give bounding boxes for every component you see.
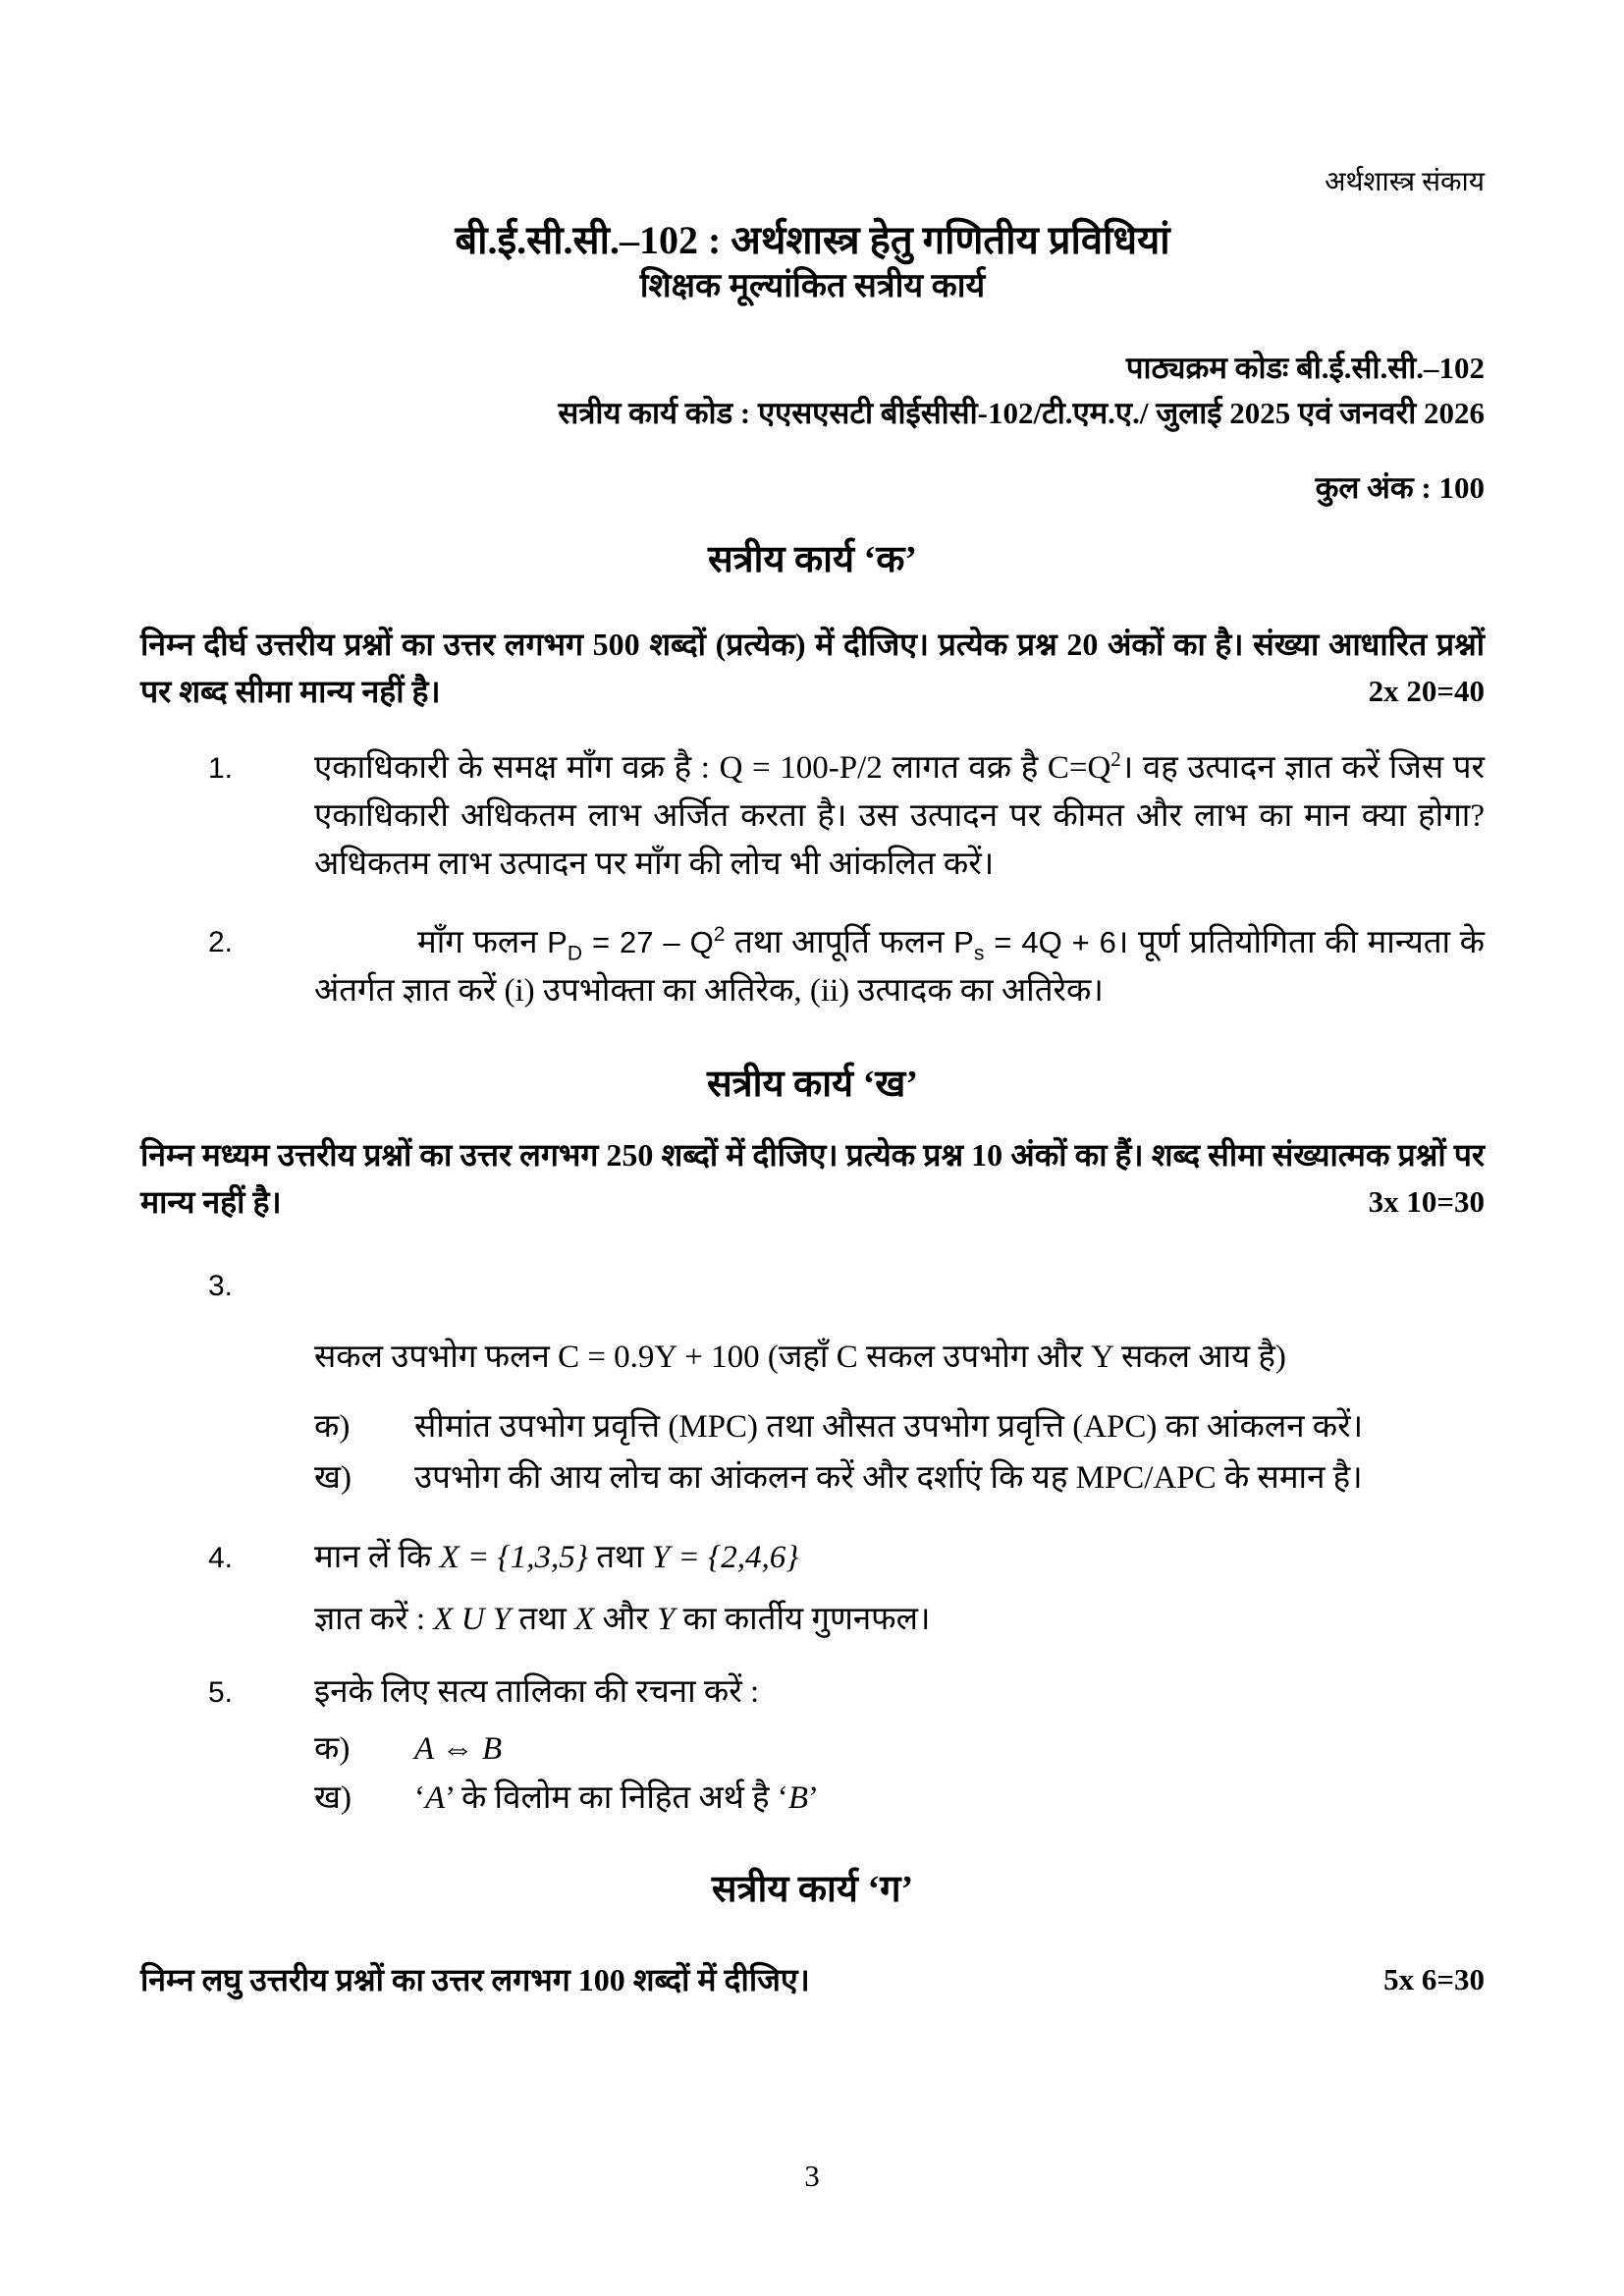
quote-mark: ‘ bbox=[414, 1780, 425, 1816]
question-4-text-line2 bbox=[314, 1596, 1485, 1643]
math-expression: C=Q bbox=[1047, 750, 1111, 786]
question-3-subitem-a bbox=[314, 1404, 1485, 1449]
question-text-segment: । वह उत्पादन ज्ञात करें जिस पर एकाधिकारी अधिकतम लाभ अर्जित करता है। उस उत्पादन पर कीमत और लाभ का मान क्या होगा? अधिकतम लाभ उत्पादन पर माँग की लोच भी आंकलित करें। bbox=[314, 750, 1485, 882]
question-text-segment: (जहाँ C सकल उपभोग और Y सकल आय है) bbox=[759, 1339, 1286, 1375]
question-text-segment: का कार्तीय गुणनफल। bbox=[675, 1602, 931, 1637]
subitem-text: उपभोग की आय लोच का आंकलन करें और दर्शाएं कि यह MPC/APC के समान है। bbox=[414, 1460, 1363, 1496]
math-expression: Y bbox=[657, 1602, 676, 1637]
course-code-line: पाठ्यक्रम कोडः बी.ई.सी.सी.–102 bbox=[1125, 351, 1485, 385]
section-a-marks: 2x 20=40 bbox=[1368, 674, 1485, 708]
question-text-segment: लागत वक्र है bbox=[882, 750, 1048, 786]
instruction-text: निम्न लघु उत्तरीय प्रश्नों का उत्तर लगभग 100 शब्दों में दीजिए। bbox=[140, 1962, 810, 1997]
math-superscript: 2 bbox=[713, 923, 726, 946]
question-5-subitem-b bbox=[314, 1776, 1485, 1821]
math-expression: P bbox=[547, 925, 568, 959]
question-text-segment: ’ के विलोम का निहित अर्थ है ‘ bbox=[445, 1780, 788, 1816]
question-text-segment: । पूर्ण प्रतियोगिता की मान्यता के अंतर्गत ज्ञात करें (i) उपभोक्ता का अतिरेक, (ii) उत्पादक का अतिरेक। bbox=[314, 925, 1485, 1009]
question-1-number: 1. bbox=[208, 752, 234, 785]
question-2-number: 2. bbox=[208, 926, 234, 958]
subitem-label: क) bbox=[314, 1409, 351, 1445]
subitem-label: ख) bbox=[314, 1460, 352, 1496]
total-marks-line: कुल अंक : 100 bbox=[1315, 470, 1485, 505]
instruction-text: निम्न दीर्घ उत्तरीय प्रश्नों का उत्तर लगभग 500 शब्दों (प्रत्येक) में दीजिए। प्रत्येक प्रश्न 20 अंकों का है। संख्या आधारित प्रश्नों पर शब्द सीमा मान्य नहीं है। bbox=[140, 627, 1485, 709]
faculty-label: अर्थशास्त्र संकाय bbox=[1325, 167, 1485, 197]
section-b-instruction bbox=[140, 1131, 1485, 1226]
section-c-instruction bbox=[140, 1956, 1485, 2003]
subitem-text bbox=[414, 1776, 1485, 1821]
instruction-text: निम्न मध्यम उत्तरीय प्रश्नों का उत्तर लगभग 250 शब्दों में दीजिए। प्रत्येक प्रश्न 10 अंकों का हैं। शब्द सीमा संख्यात्मक प्रश्नों पर मान्य नहीं है। bbox=[140, 1137, 1485, 1220]
math-expression: A ⇔ B bbox=[414, 1731, 503, 1767]
math-expression: X bbox=[574, 1602, 595, 1637]
course-title: बी.ई.सी.सी.–102 : अर्थशास्त्र हेतु गणितीय प्रविधियां bbox=[455, 218, 1170, 262]
question-4-number: 4. bbox=[208, 1542, 234, 1574]
question-text-segment: तथा bbox=[511, 1602, 575, 1637]
question-5-number: 5. bbox=[208, 1676, 234, 1709]
section-b-heading: सत्रीय कार्य ‘ख’ bbox=[706, 1064, 918, 1105]
question-text-segment: ज्ञात करें : bbox=[314, 1602, 434, 1637]
section-a-heading: सत्रीय कार्य ‘क’ bbox=[707, 539, 918, 580]
section-c-heading: सत्रीय कार्य ‘ग’ bbox=[711, 1869, 914, 1910]
question-2-text bbox=[314, 918, 1485, 1015]
assignment-code-line: सत्रीय कार्य कोड : एएसएसटी बीईसीसी-102/टी.एम.ए./ जुलाई 2025 एवं जनवरी 2026 bbox=[558, 396, 1485, 430]
question-4-text bbox=[314, 1534, 1485, 1582]
page-content bbox=[0, 165, 1624, 2003]
math-superscript: 2 bbox=[1110, 747, 1121, 771]
quote-mark: ’ bbox=[807, 1780, 819, 1816]
math-expression: C = 0.9Y + 100 bbox=[558, 1339, 760, 1375]
section-c-marks: 5x 6=30 bbox=[1383, 1962, 1485, 1996]
question-text-segment: तथा bbox=[587, 1540, 652, 1575]
assignment-subtitle: शिक्षक मूल्यांकित सत्रीय कार्य bbox=[639, 268, 986, 304]
question-4 bbox=[140, 1534, 1485, 1582]
subitem-label: क) bbox=[314, 1731, 351, 1767]
question-2 bbox=[140, 918, 1485, 1015]
question-3-subitem-b bbox=[314, 1455, 1485, 1501]
section-b-marks: 3x 10=30 bbox=[1368, 1184, 1485, 1219]
math-expression: = 27 – Q bbox=[582, 925, 714, 959]
question-3-text bbox=[314, 1334, 1485, 1381]
question-5-text: इनके लिए सत्य तालिका की रचना करें : bbox=[314, 1674, 760, 1710]
subitem-text bbox=[414, 1726, 1485, 1772]
question-text-segment: तथा आपूर्ति फलन bbox=[725, 925, 954, 960]
page-number: 3 bbox=[804, 2159, 820, 2193]
section-a-instruction bbox=[140, 621, 1485, 715]
question-5 bbox=[140, 1668, 1485, 1717]
math-expression: A bbox=[425, 1780, 446, 1816]
math-expression: P bbox=[953, 925, 974, 959]
question-1 bbox=[140, 744, 1485, 889]
question-text-segment: सकल उपभोग फलन bbox=[314, 1339, 559, 1375]
question-3-number: 3. bbox=[208, 1270, 234, 1302]
math-expression: B bbox=[787, 1780, 808, 1816]
math-expression: X U Y bbox=[433, 1602, 512, 1637]
math-subscript: D bbox=[567, 942, 583, 965]
question-text-segment: और bbox=[594, 1602, 658, 1637]
math-expression: Y = {2,4,6} bbox=[651, 1540, 799, 1575]
question-text-segment: माँग फलन bbox=[417, 925, 548, 960]
question-5-subitem-a bbox=[314, 1726, 1485, 1772]
math-expression: Q = 100-P/2 bbox=[719, 750, 883, 786]
subitem-label: ख) bbox=[314, 1780, 352, 1816]
math-expression: = 4Q + 6 bbox=[984, 925, 1116, 959]
question-text-segment: एकाधिकारी के समक्ष माँग वक्र है : bbox=[314, 750, 720, 786]
question-text-segment: मान लें कि bbox=[314, 1540, 440, 1575]
question-1-text bbox=[314, 744, 1485, 889]
subitem-text: सीमांत उपभोग प्रवृत्ति (MPC) तथा औसत उपभोग प्रवृत्ति (APC) का आंकलन करें। bbox=[414, 1409, 1364, 1445]
math-expression: X = {1,3,5} bbox=[439, 1540, 588, 1575]
math-subscript: s bbox=[973, 942, 985, 965]
